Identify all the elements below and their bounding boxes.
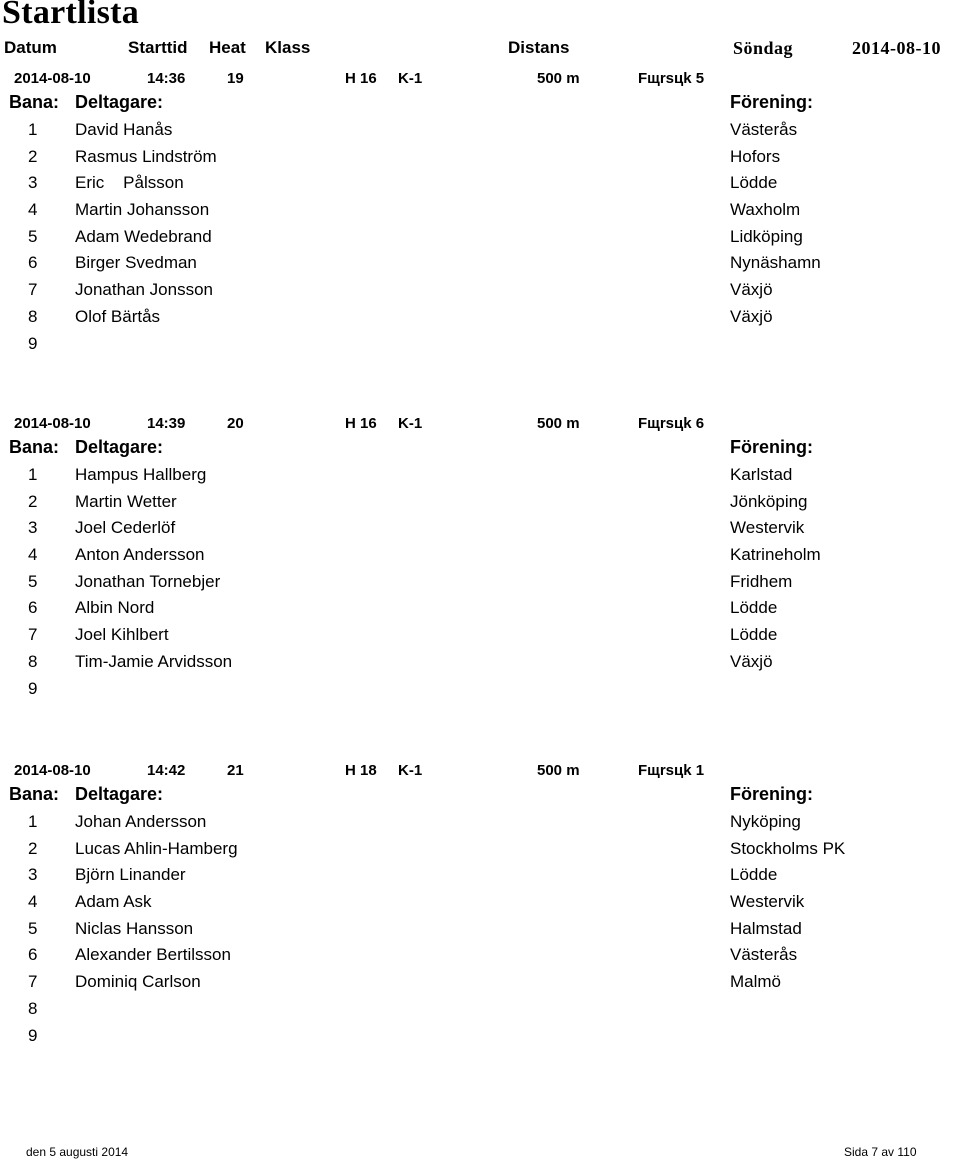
header-date: 2014-08-10	[852, 38, 941, 58]
heat-distance: 500 m	[537, 70, 580, 87]
heat-class: H 16	[345, 70, 377, 87]
lane-row	[0, 649, 960, 676]
lane-number: 4	[28, 892, 38, 912]
club-name: Lödde	[730, 598, 778, 618]
participant-name: Rasmus Lindström	[75, 146, 217, 166]
header-day: Söndag	[733, 38, 794, 58]
lane-number: 2	[28, 146, 38, 166]
club-name: Westervik	[730, 518, 805, 538]
lane-row	[0, 462, 960, 489]
lane-header-row	[0, 782, 960, 809]
participant-name: Anton Andersson	[75, 545, 205, 565]
heat-info-row	[0, 64, 960, 90]
heat-time: 14:39	[147, 415, 186, 432]
heat-date: 2014-08-10	[14, 70, 91, 87]
participant-name: Jonathan Tornebjer	[75, 571, 221, 591]
participant-name: Adam Wedebrand	[75, 226, 212, 246]
lane-row	[0, 622, 960, 649]
club-name: Westervik	[730, 892, 805, 912]
participant-name: Joel Cederlöf	[75, 518, 176, 538]
heat-info-row	[0, 756, 960, 782]
lane-row	[0, 170, 960, 197]
lane-number: 7	[28, 972, 38, 992]
participant-name: Birger Svedman	[75, 253, 197, 273]
participant-name: Martin Wetter	[75, 491, 177, 511]
club-name: Lödde	[730, 173, 778, 193]
lane-number: 7	[28, 625, 38, 645]
lane-number: 6	[28, 253, 38, 273]
heat-date: 2014-08-10	[14, 762, 91, 779]
heat-round: Fщrsцk 1	[638, 762, 705, 779]
lane-header-row	[0, 90, 960, 117]
participant-name: Martin Johansson	[75, 200, 210, 220]
lane-number: 5	[28, 918, 38, 938]
lane-row	[0, 969, 960, 996]
lane-row	[0, 569, 960, 596]
club-name: Karlstad	[730, 465, 793, 484]
club-name: Västerås	[730, 945, 798, 965]
lane-row	[0, 889, 960, 916]
header-heat: Heat	[209, 38, 246, 57]
heat-number: 19	[227, 70, 244, 87]
footer-page-number: Sida 7 av 110	[844, 1145, 917, 1159]
club-name: Växjö	[730, 306, 773, 326]
forening-label: Förening:	[730, 437, 813, 457]
lane-number: 1	[28, 812, 38, 831]
lane-row	[0, 1023, 960, 1050]
lane-number: 3	[28, 173, 38, 193]
lane-row	[0, 809, 960, 836]
heat-time: 14:42	[147, 762, 186, 779]
club-name: Waxholm	[730, 200, 801, 220]
club-name: Lödde	[730, 625, 778, 645]
club-name: Katrineholm	[730, 545, 821, 565]
lane-number: 9	[28, 678, 38, 698]
heat-boat: K-1	[398, 762, 423, 779]
lane-row	[0, 331, 960, 358]
lane-row	[0, 996, 960, 1023]
lane-number: 1	[28, 120, 38, 139]
heat-time: 14:36	[147, 70, 186, 87]
club-name: Lödde	[730, 865, 778, 885]
heat-date: 2014-08-10	[14, 415, 91, 432]
lane-row	[0, 250, 960, 277]
lane-number: 6	[28, 945, 38, 965]
club-name: Nyköping	[730, 812, 801, 831]
forening-label: Förening:	[730, 784, 813, 804]
lane-number: 3	[28, 865, 38, 885]
participant-name: David Hanås	[75, 120, 173, 139]
header-starttid: Starttid	[128, 38, 188, 57]
bana-label: Bana:	[9, 437, 60, 457]
participant-name: Eric Pålsson	[75, 173, 184, 193]
participant-name: Joel Kihlbert	[75, 625, 169, 645]
participant-name: Tim-Jamie Arvidsson	[75, 651, 233, 671]
club-name: Malmö	[730, 972, 782, 992]
lane-row	[0, 144, 960, 171]
heat-block	[0, 409, 960, 702]
lane-row	[0, 277, 960, 304]
lane-number: 8	[28, 651, 38, 671]
heat-number: 21	[227, 762, 244, 779]
lane-number: 8	[28, 306, 38, 326]
club-name: Jönköping	[730, 491, 808, 511]
participant-name: Olof Bärtås	[75, 306, 161, 326]
lane-row	[0, 117, 960, 144]
lane-number: 2	[28, 491, 38, 511]
heat-round: Fщrsцk 6	[638, 415, 705, 432]
club-name: Lidköping	[730, 226, 803, 246]
lane-number: 7	[28, 280, 38, 300]
lane-header-row	[0, 435, 960, 462]
heat-distance: 500 m	[537, 762, 580, 779]
lane-row	[0, 595, 960, 622]
lane-number: 8	[28, 998, 38, 1018]
header-distans: Distans	[508, 38, 570, 57]
lane-row	[0, 916, 960, 943]
bana-label: Bana:	[9, 784, 60, 804]
header-klass: Klass	[265, 38, 311, 57]
lane-number: 3	[28, 518, 38, 538]
lane-number: 2	[28, 838, 38, 858]
header-datum: Datum	[4, 38, 57, 57]
deltagare-label: Deltagare:	[75, 92, 164, 112]
lane-row	[0, 224, 960, 251]
deltagare-label: Deltagare:	[75, 437, 164, 457]
heat-boat: K-1	[398, 70, 423, 87]
club-name: Växjö	[730, 651, 773, 671]
club-name: Fridhem	[730, 571, 793, 591]
heat-class: H 18	[345, 762, 377, 779]
club-name: Nynäshamn	[730, 253, 821, 273]
lane-row	[0, 515, 960, 542]
forening-label: Förening:	[730, 92, 813, 112]
participant-name: Hampus Hallberg	[75, 465, 207, 484]
participant-name: Alexander Bertilsson	[75, 945, 231, 965]
heat-block	[0, 756, 960, 1049]
lane-number: 9	[28, 333, 38, 353]
bana-label: Bana:	[9, 92, 60, 112]
club-name: Halmstad	[730, 918, 802, 938]
deltagare-label: Deltagare:	[75, 784, 164, 804]
participant-name: Niclas Hansson	[75, 918, 194, 938]
footer-date: den 5 augusti 2014	[26, 1145, 129, 1159]
participant-name: Adam Ask	[75, 892, 152, 912]
club-name: Växjö	[730, 280, 773, 300]
heat-boat: K-1	[398, 415, 423, 432]
heat-number: 20	[227, 415, 244, 432]
lane-number: 5	[28, 226, 38, 246]
heat-class: H 16	[345, 415, 377, 432]
participant-name: Björn Linander	[75, 865, 186, 885]
lane-row	[0, 836, 960, 863]
club-name: Hofors	[730, 146, 781, 166]
heat-block	[0, 64, 960, 357]
heat-info-row	[0, 409, 960, 435]
lane-row	[0, 304, 960, 331]
club-name: Stockholms PK	[730, 838, 846, 858]
participant-name: Johan Andersson	[75, 812, 207, 831]
lane-row	[0, 542, 960, 569]
lane-row	[0, 862, 960, 889]
lane-number: 5	[28, 571, 38, 591]
lane-row	[0, 197, 960, 224]
page-title: Startlista	[2, 0, 140, 31]
lane-number: 1	[28, 465, 38, 484]
lane-row	[0, 489, 960, 516]
lane-number: 6	[28, 598, 38, 618]
lane-number: 9	[28, 1025, 38, 1045]
participant-name: Dominiq Carlson	[75, 972, 201, 992]
club-name: Västerås	[730, 120, 798, 139]
lane-number: 4	[28, 200, 38, 220]
participant-name: Albin Nord	[75, 598, 155, 618]
participant-name: Lucas Ahlin-Hamberg	[75, 838, 238, 858]
lane-number: 4	[28, 545, 38, 565]
participant-name: Jonathan Jonsson	[75, 280, 213, 300]
lane-row	[0, 942, 960, 969]
heat-round: Fщrsцk 5	[638, 70, 705, 87]
heat-distance: 500 m	[537, 415, 580, 432]
lane-row	[0, 676, 960, 703]
